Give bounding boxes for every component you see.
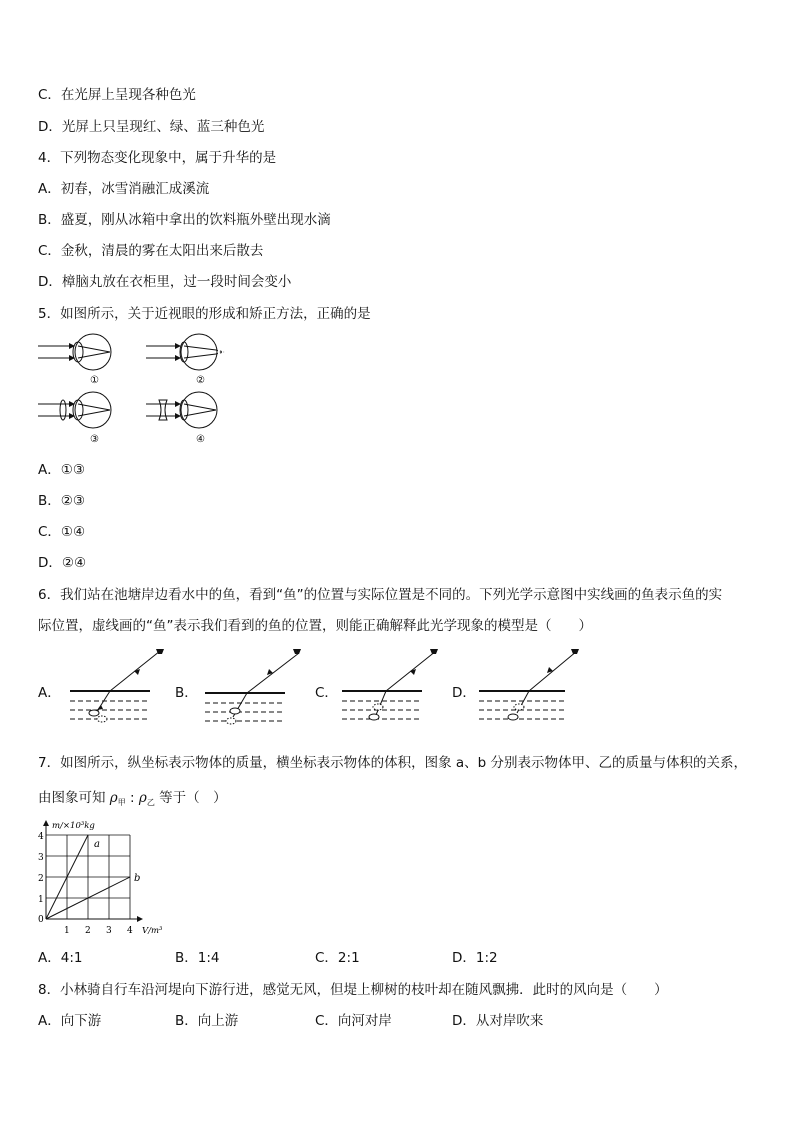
eye-3 [38,392,111,445]
q8-option-a: A．向下游 [38,1013,102,1029]
q8-option-c: C．向河对岸 [315,1013,392,1029]
origin-label: 0 [38,915,44,925]
q6-label-b: B． [175,685,198,701]
x-tick-4: 4 [127,926,133,936]
q5-option-b: B．②③ [38,493,85,509]
rho-yi: $\rho_乙$ [138,790,155,807]
q6-label-a: A． [38,685,61,701]
q6-label-d: D． [452,685,476,701]
q3-option-d: D．光屏上只呈现红、绿、蓝三种色光 [38,119,265,135]
x-tick-3: 3 [106,926,112,936]
fish-diagram-d [477,645,587,730]
x-tick-2: 2 [85,926,91,936]
q4-option-a: A．初春，冰雪消融汇成溪流 [38,181,210,197]
q6-stem-line2: 际位置，虚线画的“鱼”表示我们看到的鱼的位置，则能正确解释此光学现象的模型是（ ） [38,618,592,634]
q8-option-d: D．从对岸吹来 [452,1013,544,1029]
x-tick-1: 1 [64,926,70,936]
q4-option-c: C．金秋，清晨的雾在太阳出来后散去 [38,243,264,259]
y-tick-2: 2 [38,874,44,884]
q7-option-a: A．4:1 [38,950,83,966]
q7-stem-prefix: 由图象可知 [38,790,106,806]
eye-label-4: ④ [196,434,205,445]
series-label-b: b [134,873,141,884]
q4-stem: 4．下列物态变化现象中，属于升华的是 [38,150,277,166]
series-label-a: a [94,839,100,850]
fish-diagram-b [203,645,303,730]
q6-label-c: C． [315,685,338,701]
y-tick-1: 1 [38,895,44,905]
eye-2 [146,334,224,386]
q7-stem-suffix: 等于（ ） [159,790,227,806]
x-axis-label: V/m³ [142,926,163,936]
q7-stem-line2 [38,786,227,808]
eye-label-2: ② [196,375,205,386]
q7-option-b: B．1:4 [175,950,220,966]
q7-option-d: D．1:2 [452,950,498,966]
q8-stem: 8．小林骑自行车沿河堤向下游行进，感觉无风，但堤上柳树的枝叶却在随风飘拂．此时的风向是（ ） [38,982,668,998]
fish-diagram-a [68,645,168,730]
q5-stem: 5．如图所示，关于近视眼的形成和矫正方法，正确的是 [38,306,371,322]
q8-options [38,1009,758,1029]
q7-stem-line1: 7．如图所示，纵坐标表示物体的质量，横坐标表示物体的体积，图象 a、b 分别表示物体甲、乙的质量与体积的关系， [38,755,748,771]
rho-jia: $\rho_甲$ [109,790,126,807]
q7-options [38,946,758,966]
eye-label-3: ③ [90,434,99,445]
ratio-colon: : [125,790,139,806]
q5-option-c: C．①④ [38,524,86,540]
q5-option-d: D．②④ [38,555,87,571]
y-axis-label: m/×10³kg [52,821,95,831]
eye-label-1: ① [90,375,99,386]
mass-volume-graph [30,815,170,937]
fish-diagram-c [340,645,440,730]
eye-1 [38,334,111,386]
y-tick-3: 3 [38,853,44,863]
q4-option-d: D．樟脑丸放在衣柜里，过一段时间会变小 [38,274,292,290]
q6-stem-line1: 6．我们站在池塘岸边看水中的鱼，看到“鱼”的位置与实际位置是不同的。下列光学示意图中实线画的鱼表示鱼的实 [38,587,723,603]
q3-option-c: C．在光屏上呈现各种色光 [38,87,196,103]
q5-option-a: A．①③ [38,462,85,478]
eye-4 [146,392,217,445]
q8-option-b: B．向上游 [175,1013,239,1029]
y-tick-4: 4 [38,832,44,842]
q7-option-c: C．2:1 [315,950,360,966]
q4-option-b: B．盛夏，刚从冰箱中拿出的饮料瓶外壁出现水滴 [38,212,331,228]
eye-diagram [36,332,226,447]
